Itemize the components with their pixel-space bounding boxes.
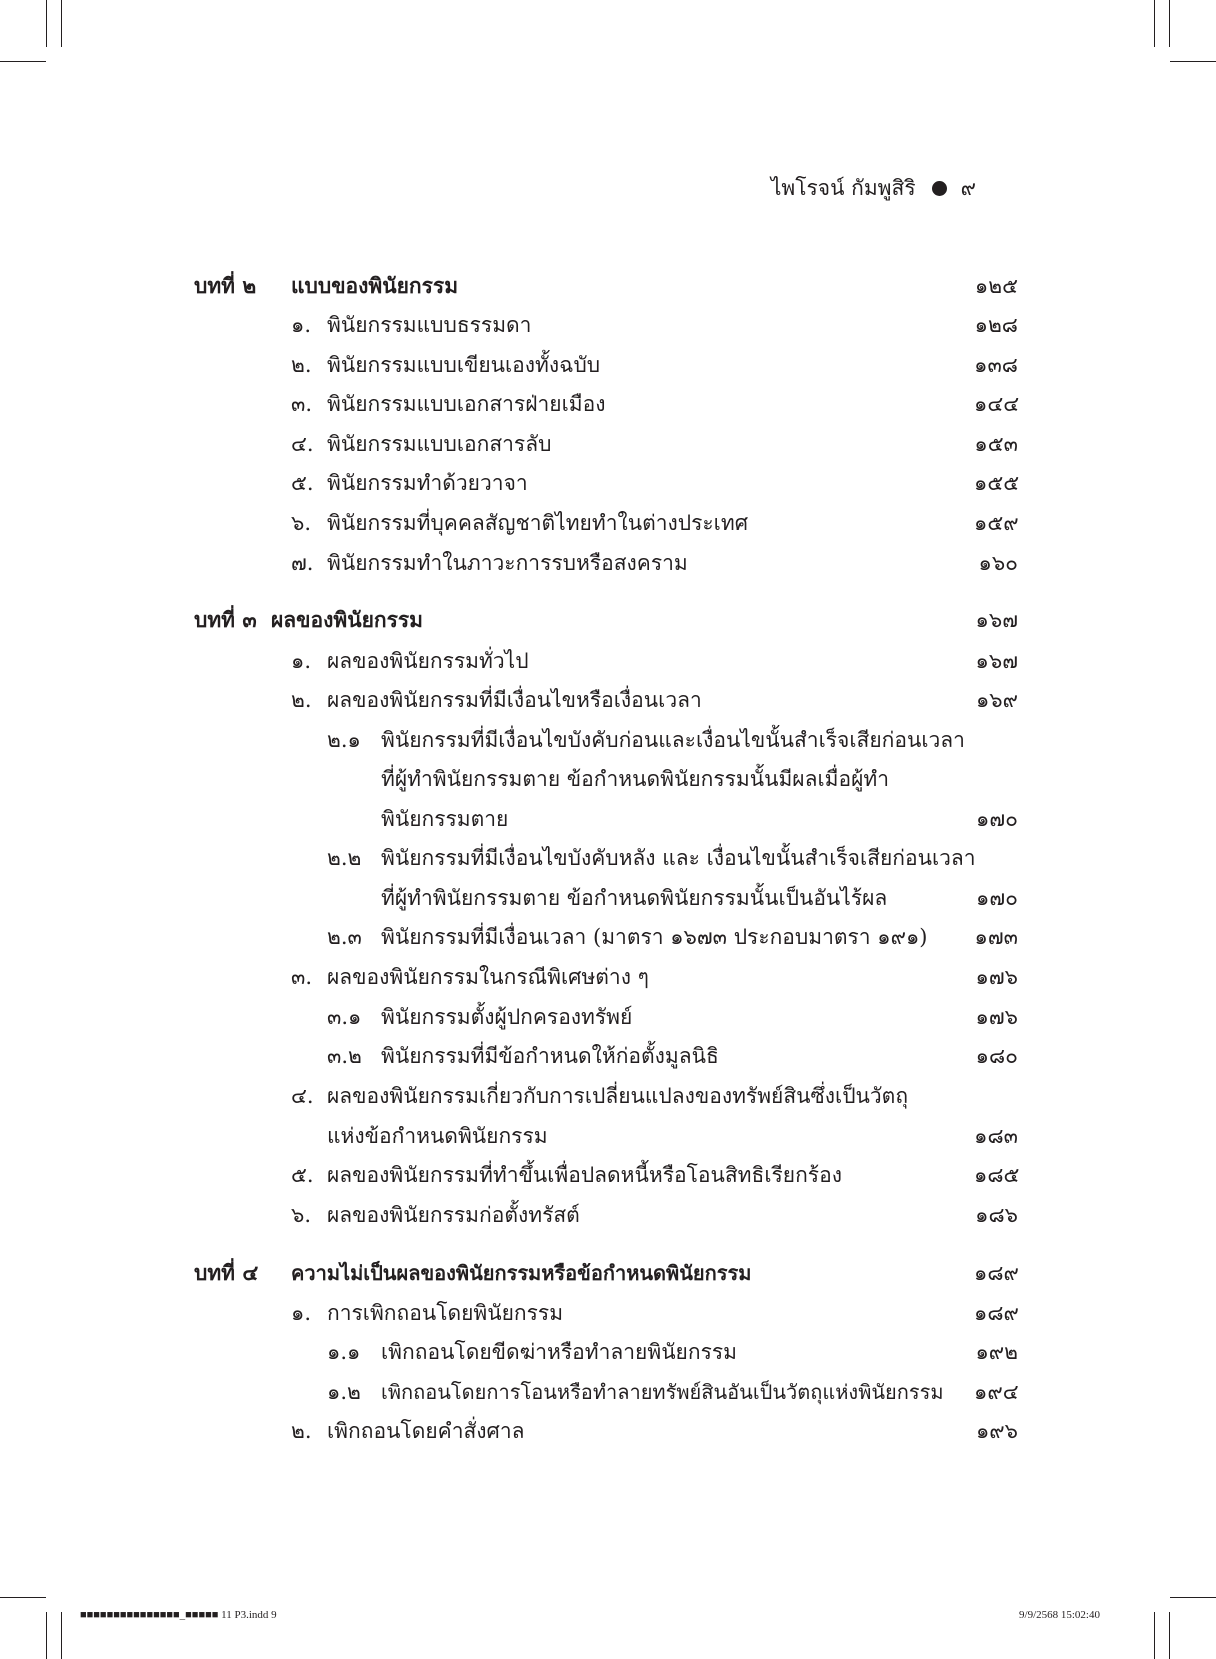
toc-item-num: ๖. <box>291 1203 312 1227</box>
toc-subitem-text: เพิกถอนโดยการโอนหรือทำลายทรัพย์สินอันเป็นวัตถุแห่งพินัยกรรม <box>381 1380 944 1404</box>
page-ref: ๑๘๖ <box>975 1203 1018 1227</box>
header-page-number: ๙ <box>960 176 976 200</box>
toc-item-num: ๒. <box>291 1419 312 1443</box>
crop-mark <box>1170 1597 1216 1598</box>
toc-subitem-text: ที่ผู้ทำพินัยกรรมตาย ข้อกำหนดพินัยกรรมนั้นเป็นอันไร้ผล <box>381 886 888 910</box>
page-ref: ๑๙๖ <box>975 1419 1018 1443</box>
toc-subitem-text: พินัยกรรมที่มีเงื่อนไขบังคับหลัง และ เงื่อนไขนั้นสำเร็จเสียก่อนเวลา <box>381 846 976 870</box>
crop-mark <box>1169 1612 1170 1659</box>
page-ref: ๑๗๖ <box>975 965 1018 989</box>
toc-subitem-num: ๓.๒ <box>327 1044 362 1068</box>
toc-item-num: ๗. <box>291 551 314 575</box>
page-ref: ๑๒๘ <box>974 313 1018 337</box>
toc-subitem-num: ๒.๓ <box>327 925 362 949</box>
toc-item-text: ผลของพินัยกรรมที่มีเงื่อนไขหรือเงื่อนเวลา <box>327 688 702 712</box>
crop-mark <box>1154 1612 1155 1659</box>
page-ref: ๑๘๓ <box>974 1124 1018 1148</box>
toc-item-num: ๒. <box>291 353 312 377</box>
toc-subitem-text: เพิกถอนโดยขีดฆ่าหรือทำลายพินัยกรรม <box>381 1340 737 1364</box>
page-ref: ๑๕๕ <box>974 471 1020 495</box>
page-ref: ๑๗๐ <box>976 807 1018 831</box>
page-ref: ๑๗๓ <box>974 925 1018 949</box>
header-author: ไพโรจน์ กัมพูสิริ <box>770 176 916 200</box>
page-ref: ๑๒๕ <box>974 274 1018 298</box>
toc-item-text: ผลของพินัยกรรมที่ทำขึ้นเพื่อปลดหนี้หรือโอนสิทธิเรียกร้อง <box>327 1163 842 1187</box>
toc-item-text: พินัยกรรมทำด้วยวาจา <box>327 471 528 495</box>
page-ref: ๑๙๔ <box>974 1380 1019 1404</box>
toc-subitem-text: ที่ผู้ทำพินัยกรรมตาย ข้อกำหนดพินัยกรรมนั้นมีผลเมื่อผู้ทำ <box>381 767 890 791</box>
toc-item-num: ๑. <box>291 313 312 337</box>
page-ref: ๑๘๙ <box>974 1261 1019 1285</box>
toc-item-text: ผลของพินัยกรรมเกี่ยวกับการเปลี่ยนแปลงของทรัพย์สินซึ่งเป็นวัตถุ <box>327 1084 909 1108</box>
footer-filename: ■■■■■■■■■■■■■■■_■■■■■ 11 P3.indd 9 <box>80 1609 277 1621</box>
page-ref: ๑๗๐ <box>976 886 1018 910</box>
crop-mark <box>1169 0 1170 47</box>
crop-mark <box>0 61 46 62</box>
page-ref: ๑๘๕ <box>974 1163 1020 1187</box>
toc-subitem-text: พินัยกรรมที่มีเงื่อนเวลา (มาตรา ๑๖๗๓ ประกอบมาตรา ๑๙๑) <box>381 925 928 949</box>
toc-item-text: ผลของพินัยกรรมในกรณีพิเศษต่าง ๆ <box>327 965 649 989</box>
page-ref: ๑๙๒ <box>975 1340 1018 1364</box>
toc-item-num: ๓. <box>291 392 313 416</box>
toc-subitem-text: พินัยกรรมตาย <box>381 807 509 831</box>
crop-mark <box>46 1612 47 1659</box>
toc-item-text: เพิกถอนโดยคำสั่งศาล <box>327 1419 525 1443</box>
chapter-title: ความไม่เป็นผลของพินัยกรรมหรือข้อกำหนดพินัยกรรม <box>291 1261 752 1285</box>
chapter-label: บทที่ ๔ <box>194 1260 259 1285</box>
toc-subitem-num: ๒.๑ <box>327 728 361 752</box>
toc-item-text: การเพิกถอนโดยพินัยกรรม <box>327 1301 564 1325</box>
toc-subitem-num: ๓.๑ <box>327 1005 362 1029</box>
crop-mark <box>1154 0 1155 47</box>
toc-item-num: ๓. <box>291 965 313 989</box>
crop-mark <box>46 0 47 47</box>
crop-mark <box>61 1612 62 1659</box>
toc-item-num: ๑. <box>291 1301 312 1325</box>
page-ref: ๑๖๙ <box>975 688 1018 712</box>
chapter-label: บทที่ ๒ <box>194 273 257 298</box>
toc-item-text: พินัยกรรมทำในภาวะการรบหรือสงคราม <box>327 551 688 575</box>
toc-subitem-num: ๑.๑ <box>327 1340 361 1364</box>
page-ref: ๑๘๙ <box>974 1301 1019 1325</box>
page-ref: ๑๖๗ <box>975 649 1018 673</box>
toc-item-text: พินัยกรรมแบบเอกสารฝ่ายเมือง <box>327 392 606 416</box>
crop-mark <box>0 1597 46 1598</box>
toc-subitem-num: ๒.๒ <box>327 846 362 870</box>
toc-subitem-num: ๑.๒ <box>327 1380 361 1404</box>
toc-item-num: ๒. <box>291 688 312 712</box>
page-ref: ๑๖๗ <box>975 608 1018 632</box>
toc-item-text: พินัยกรรมแบบเอกสารลับ <box>327 432 552 456</box>
toc-item-text: แห่งข้อกำหนดพินัยกรรม <box>327 1124 548 1148</box>
page-ref: ๑๖๐ <box>978 551 1018 575</box>
page-ref: ๑๕๓ <box>974 432 1018 456</box>
chapter-label: บทที่ ๓ <box>194 607 257 632</box>
page-ref: ๑๓๘ <box>974 353 1018 377</box>
toc-item-num: ๔. <box>291 1084 314 1108</box>
page-ref: ๑๔๔ <box>974 392 1020 416</box>
footer-timestamp: 9/9/2568 15:02:40 <box>1019 1609 1100 1621</box>
toc-subitem-text: พินัยกรรมที่มีเงื่อนไขบังคับก่อนและเงื่อนไขนั้นสำเร็จเสียก่อนเวลา <box>381 728 965 752</box>
crop-mark <box>1170 61 1216 62</box>
toc-item-text: พินัยกรรมที่บุคคลสัญชาติไทยทำในต่างประเทศ <box>327 511 749 535</box>
running-header <box>771 172 976 205</box>
toc-item-text: ผลของพินัยกรรมก่อตั้งทรัสต์ <box>327 1203 580 1227</box>
crop-mark <box>61 0 62 47</box>
toc-item-text: พินัยกรรมแบบเขียนเองทั้งฉบับ <box>327 353 601 377</box>
toc-item-num: ๑. <box>291 649 312 673</box>
chapter-title: ผลของพินัยกรรม <box>271 607 424 632</box>
toc-item-num: ๔. <box>291 432 314 456</box>
toc-item-text: พินัยกรรมแบบธรรมดา <box>327 313 532 337</box>
toc-item-num: ๕. <box>291 471 314 495</box>
bullet-icon <box>932 181 947 196</box>
chapter-title: แบบของพินัยกรรม <box>291 273 459 298</box>
page-ref: ๑๗๖ <box>975 1005 1018 1029</box>
toc-subitem-text: พินัยกรรมที่มีข้อกำหนดให้ก่อตั้งมูลนิธิ <box>381 1044 719 1068</box>
toc-item-num: ๕. <box>291 1163 314 1187</box>
toc-subitem-text: พินัยกรรมตั้งผู้ปกครองทรัพย์ <box>381 1005 633 1029</box>
toc-item-text: ผลของพินัยกรรมทั่วไป <box>327 649 529 673</box>
toc-item-num: ๖. <box>291 511 312 535</box>
page-ref: ๑๕๙ <box>974 511 1019 535</box>
page-ref: ๑๘๐ <box>975 1044 1018 1068</box>
